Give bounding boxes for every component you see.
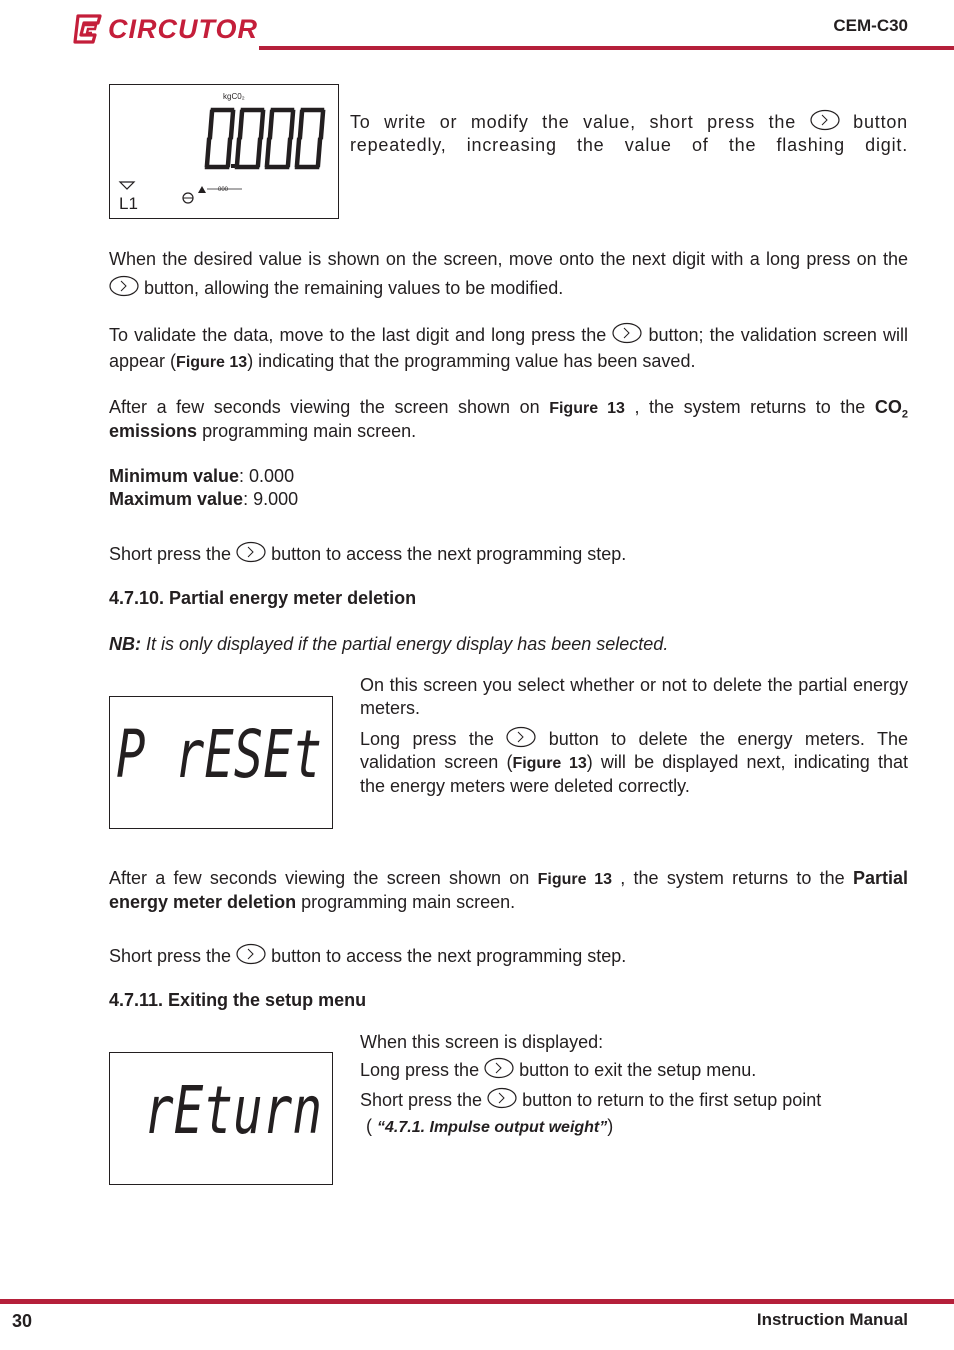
para-after-co2: After a few seconds viewing the screen shown on Figure 13 , the system returns to the $CO_2$ emissions programming main screen.	[109, 397, 908, 441]
next-button-icon	[810, 109, 840, 131]
lcd-preset-text: P rESEt	[116, 716, 322, 793]
figure-ref: Figure 13	[176, 354, 248, 371]
lcd-preset-display	[109, 696, 333, 829]
lcd-phase-label: L1	[119, 194, 138, 213]
brand-name: CIRCUTOR	[108, 13, 259, 44]
max-value-label: Maximum value	[109, 489, 244, 509]
page-number: 30	[12, 1311, 33, 1331]
para-after-partial: After a few seconds viewing the screen shown on Figure 13 , the system returns to the Partial energy meter deletion programming main screen.	[109, 868, 908, 912]
lcd-decimal-point	[231, 164, 235, 168]
nb-note: NB: It is only displayed if the partial energy display has been selected.	[109, 634, 669, 654]
para-preset: On this screen you select whether or not to delete the partial energy meters. Long press the button to delete the energy meters. The validation screen (Figure 13) will be displayed next, indicating that the energy meters were deleted correctly.	[360, 675, 908, 796]
footer-rule	[0, 1299, 954, 1304]
figure-ref: Figure 13	[549, 400, 625, 417]
next-button-icon	[612, 322, 642, 344]
value-limits	[109, 465, 908, 511]
next-button-icon	[506, 726, 536, 748]
min-value: : 0.000	[239, 466, 295, 486]
lcd-unit-label: kgC0₂	[223, 92, 245, 101]
lcd-segments	[110, 697, 332, 828]
lcd-segments	[110, 85, 338, 218]
section-heading-4710: 4.7.10. Partial energy meter deletion	[109, 588, 417, 608]
figure-ref: Figure 13	[537, 871, 612, 888]
lcd-small-value: 000	[218, 187, 229, 193]
circutor-logo-icon	[72, 13, 104, 45]
lcd-return-text: rEturn	[144, 1072, 322, 1149]
lcd-segments	[110, 1053, 332, 1184]
lcd-triangle-icon	[120, 182, 134, 189]
model-name: CEM-C30	[833, 16, 908, 35]
next-button-icon	[109, 275, 139, 297]
para-short-press-1: Short press the button to access the next programming step.	[109, 541, 908, 566]
para-validate: To validate the data, move to the last digit and long press the button; the validation screen will appear (Figure 13) indicating that the programming value has been saved.	[109, 322, 908, 376]
para-short-press-2: Short press the button to access the next programming step.	[109, 943, 908, 968]
para-move-digit: When the desired value is shown on the screen, move onto the next digit with a long press on the button, allowing the remaining values to be modified.	[109, 249, 908, 298]
para-write-value: To write or modify the value, short press the button repeatedly, increasing the value of the flashing digit.	[350, 109, 908, 157]
section-heading-4711: 4.7.11. Exiting the setup menu	[109, 990, 367, 1010]
footer-title: Instruction Manual	[756, 1310, 908, 1329]
lcd-up-arrow-icon	[198, 186, 206, 193]
next-button-icon	[487, 1087, 517, 1109]
next-button-icon	[236, 541, 266, 563]
lcd-value-display	[109, 84, 339, 219]
next-button-icon	[236, 943, 266, 965]
para-return: When this screen is displayed: Long press the button to exit the setup menu. Short press the button to return to the first setup point ( “4.7.1. Impulse output weight”)	[360, 1032, 822, 1136]
section-ref: “4.7.1. Impulse output weight”	[377, 1119, 608, 1136]
lcd-return-display	[109, 1052, 333, 1185]
min-value-label: Minimum value	[109, 466, 240, 486]
figure-ref: Figure 13	[512, 755, 587, 772]
header-rule	[259, 46, 954, 50]
next-button-icon	[484, 1057, 514, 1079]
brand-logo	[72, 12, 258, 46]
max-value: : 9.000	[243, 489, 299, 509]
